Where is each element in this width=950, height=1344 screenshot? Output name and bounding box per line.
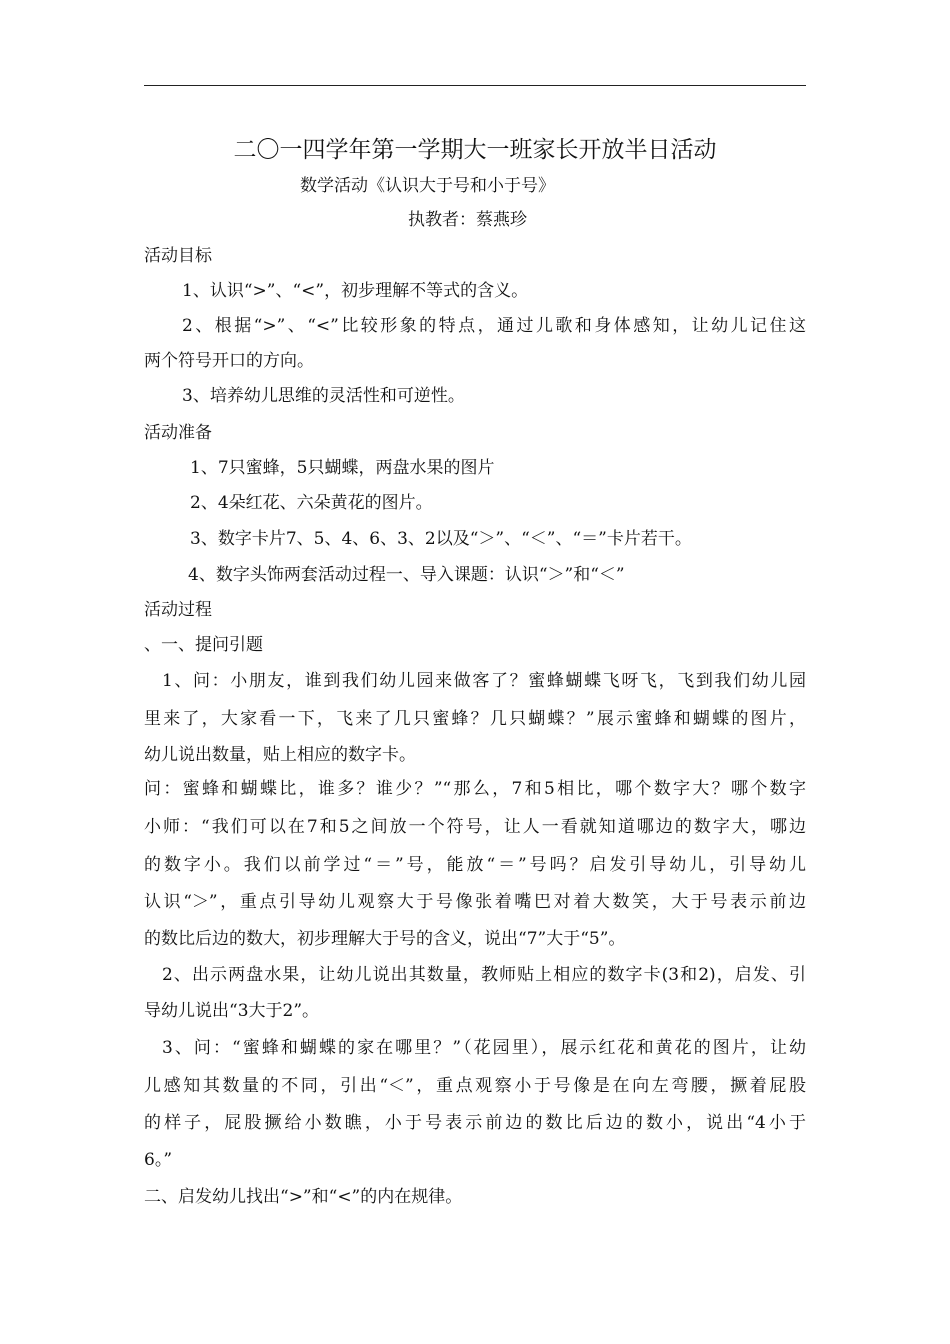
document-title: 二〇一四学年第一学期大一班家长开放半日活动 [233,137,717,163]
paragraph-line: 问：蜜蜂和蝴蝶比，谁多？谁少？”“那么，7和5相比，哪个数字大？哪个数字 [144,779,806,799]
paragraph-line: 认识“＞”，重点引导幼儿观察大于号像张着嘴巴对着大数笑，大于号表示前边 [144,892,806,912]
header-rule [144,85,806,86]
section-heading-goals: 活动目标 [144,246,212,266]
document-author: 执教者：蔡燕珍 [408,210,527,230]
paragraph-line: 导幼儿说出“3大于2”。 [144,1001,320,1021]
paragraph-line: 儿感知其数量的不同，引出“＜”，重点观察小于号像是在向左弯腰，撅着屁股 [144,1076,806,1096]
paragraph-line: 2、出示两盘水果，让幼儿说出其数量，教师贴上相应的数字卡(3和2)，启发、引 [162,965,806,985]
paragraph-line: 两个符号开口的方向。 [144,351,314,371]
paragraph-line: 的数字小。我们以前学过“＝”号，能放“＝”号吗？启发引导幼儿，引导幼儿 [144,855,806,875]
paragraph-line: 1、问：小朋友，谁到我们幼儿园来做客了？蜜蜂蝴蝶飞呀飞，飞到我们幼儿园 [162,671,806,691]
paragraph-line: 6。” [144,1150,173,1170]
paragraph-line: 、一、提问引题 [144,635,263,655]
section-heading-part-two: 二、启发幼儿找出“>”和“<”的内在规律。 [144,1187,463,1207]
paragraph-line: 3、数字卡片7、5、4、6、3、2以及“＞”、“＜”、“＝”卡片若干。 [190,529,692,549]
paragraph-line: 的样子，屁股撅给小数瞧，小于号表示前边的数比后边的数小，说出“4小于 [144,1113,806,1133]
paragraph-line: 3、问：“蜜蜂和蝴蝶的家在哪里？”（花园里），展示红花和黄花的图片，让幼 [162,1038,806,1058]
paragraph-line: 的数比后边的数大，初步理解大于号的含义，说出“7”大于“5”。 [144,929,626,949]
paragraph-line: 1、7只蜜蜂，5只蝴蝶，两盘水果的图片 [190,458,495,478]
paragraph-line: 幼儿说出数量，贴上相应的数字卡。 [144,745,416,765]
section-heading-preparation: 活动准备 [144,423,212,443]
document-subtitle: 数学活动《认识大于号和小于号》 [300,176,555,196]
paragraph-line: 2、4朵红花、六朵黄花的图片。 [190,493,433,513]
paragraph-line: 4、数字头饰两套活动过程一、导入课题：认识“＞”和“＜” [188,565,625,585]
paragraph-line: 2、根据“>”、“<”比较形象的特点，通过儿歌和身体感知，让幼儿记住这 [182,316,806,336]
paragraph-line: 小师：“我们可以在7和5之间放一个符号，让人一看就知道哪边的数字大，哪边 [144,817,806,837]
paragraph-line: 1、认识“>”、“<”，初步理解不等式的含义。 [182,281,529,301]
paragraph-line: 3、培养幼儿思维的灵活性和可逆性。 [182,386,465,406]
section-heading-process: 活动过程 [144,600,212,620]
paragraph-line: 里来了，大家看一下，飞来了几只蜜蜂？几只蝴蝶？”展示蜜蜂和蝴蝶的图片， [144,709,806,729]
